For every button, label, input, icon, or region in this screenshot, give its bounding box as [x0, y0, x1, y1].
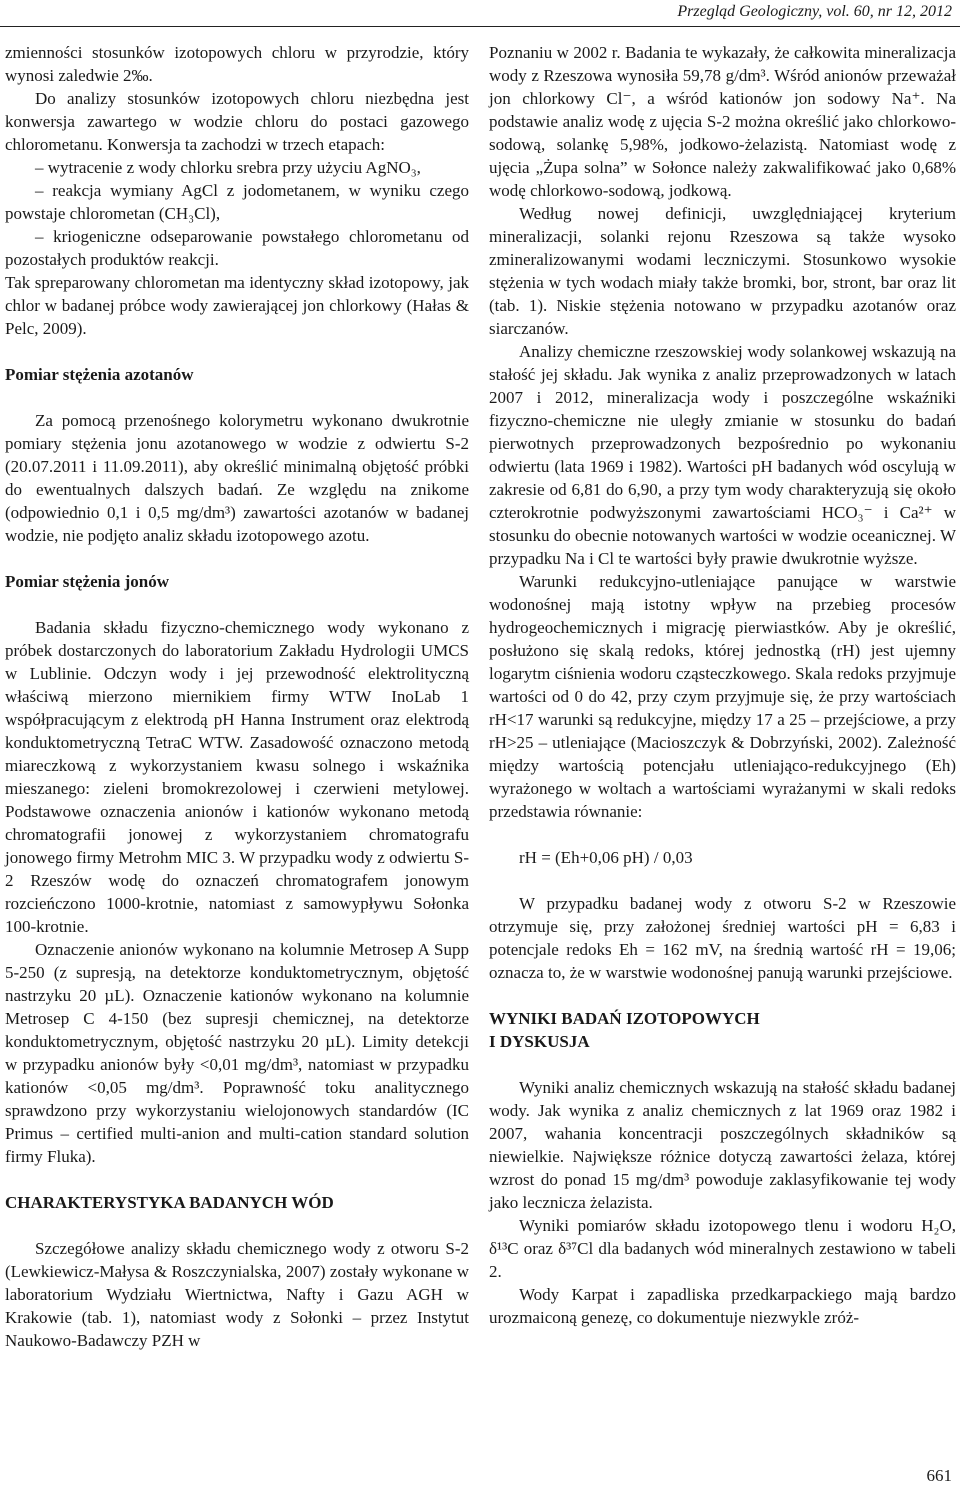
paragraph: Za pomocą przenośnego kolorymetru wykonano dwukrotnie pomiary stężenia jonu azotanowego w wodzie z odwiertu S-2 (20.07.2011 i 11.09.2011), aby określić minimalną objętość próbki do ewentualnych dalszych badań. Ze względu na znikome (odpowiednio 0,1 i 0,5 mg/dm³) zawartości azotanów w badanej wodzie, nie podjęto analiz składu izotopowego azotu.: [5, 411, 469, 545]
right-column: [489, 41, 956, 1329]
paragraph: Do analizy stosunków izotopowych chloru niezbędna jest konwersja zawartego w wodzie chloru do postaci gazowego chlorometanu. Konwersja ta zachodzi w trzech etapach:: [5, 89, 469, 154]
list-item: – reakcja wymiany AgCl z jodometanem, w wyniku czego powstaje chlorometan (CH₃Cl),: [5, 181, 469, 223]
list-item: – wytracenie z wody chlorku srebra przy użyciu AgNO₃,: [35, 158, 421, 177]
paragraph: Analizy chemiczne rzeszowskiej wody solankowej wskazują na stałość jej składu. Jak wynika z analiz przeprowadzonych w latach 2007 i 2012, mineralizacja wody i poszczególne wskaźniki fizyczno-chemiczne nie uległy zmianie w stosunku do badań pierwotnych przeprowadzonych bezpośrednio po wykonaniu odwiertu (lata 1969 i 1982). Wartości pH badanych wód oscylują w zakresie od 6,81 do 6,90, a przy tym wody charakteryzują się około czterokrotnie podwyższonymi zawartościami HCO₃⁻ i Ca²⁺ w stosunku do obecnie notowanych wartości w wodzie oceanicznej. W przypadku Na i Cl te wartości były prawie dwukrotnie wyższe.: [489, 342, 956, 568]
section-heading: Pomiar stężenia azotanów: [5, 365, 194, 384]
page-number: 661: [926, 1466, 952, 1485]
list-item: – kriogeniczne odseparowanie powstałego chlorometanu od pozostałych produktów reakcji.: [5, 227, 469, 269]
paragraph: Wyniki pomiarów składu izotopowego tlenu i wodoru H₂O, δ¹³C oraz δ³⁷Cl dla badanych wód mineralnych zestawiono w tabeli 2.: [489, 1216, 956, 1281]
paragraph: Tak spreparowany chlorometan ma identyczny skład izotopowy, jak chlor w badanej próbce wody zawierającej jon chlorkowy (Hałas & Pelc, 2009).: [5, 273, 469, 338]
section-heading: I DYSKUSJA: [489, 1032, 590, 1051]
left-column: [5, 41, 469, 1352]
paragraph: Oznaczenie anionów wykonano na kolumnie Metrosep A Supp 5-250 (z supresją, na detektorze konduktometrycznym, objętość nastrzyku 20 µL). Oznaczenie kationów wykonano na kolumnie Metrosep C 4-150 (bez supresji chemicznej, na detektorze konduktometrycznym, objętość nastrzyku 20 µL). Limity detekcji w przypadku anionów były <0,01 mg/dm³, natomiast w przypadku kationów <0,05 mg/dm³. Poprawność toku analitycznego sprawdzono przy wykorzystaniu wielojonowych standardów (IC Primus – certified multi-anion and multi-cation standard solution firmy Fluka).: [5, 940, 469, 1166]
paragraph: Wyniki analiz chemicznych wskazują na stałość składu badanej wody. Jak wynika z analiz chemicznych z lat 1969 oraz 1982 i 2007, wahania koncentracji poszczególnych składników są niewielkie. Największe różnice dotyczą zawartości żelaza, której wzrost do ponad 15 mg/dm³ powoduje zaklasyfikowanie tej wody jako lecznicza żelazista.: [489, 1078, 956, 1212]
section-heading: Pomiar stężenia jonów: [5, 572, 169, 591]
paragraph: Szczegółowe analizy składu chemicznego wody z otworu S-2 (Lewkiewicz-Małysa & Roszczynialska, 2007) zostały wykonane w laboratorium Wydziału Wiertnictwa, Nafty i Gazu AGH w Krakowie (tab. 1), natomiast wody z Sołonki – przez Instytut Naukowo-Badawczy PZH w: [5, 1239, 469, 1350]
paragraph: W przypadku badanej wody z otworu S-2 w Rzeszowie otrzymuje się, przy założonej średniej wartości pH = 6,83 i potencjale redoks Eh = 162 mV, na średnią wartość rH = 19,06; oznacza to, że w warstwie wodonośnej panują warunki przejściowe.: [489, 894, 956, 982]
paragraph: Warunki redukcyjno-utleniające panujące w warstwie wodonośnej mają istotny wpływ na przebieg procesów hydrogeochemicznych i migrację pierwiastków. Aby je określić, posłużono się skalą redoks, której jednostką (rH) jest ujemny logarytm ciśnienia wodoru cząsteczkowego. Skala redoks przyjmuje wartości od 0 do 42, przy czym przyjmuje się, że przy wartościach rH<17 warunki są redukcyjne, między 17 a 25 – przejściowe, a przy rH>25 – utleniające (Macioszczyk & Dobrzyński, 2002). Zależność między wartością potencjału utleniająco-redukcyjnego (Eh) wyrażonego w woltach a wartościami wyrażanymi w skali redoks przedstawia równanie:: [489, 572, 956, 821]
page-header: [0, 0, 960, 30]
section-heading: WYNIKI BADAŃ IZOTOPOWYCH: [489, 1009, 760, 1028]
journal-title: Przegląd Geologiczny, vol. 60, nr 12, 2012: [677, 3, 952, 20]
section-heading: CHARAKTERYSTYKA BADANYCH WÓD: [5, 1193, 334, 1212]
paragraph: Badania składu fizyczno-chemicznego wody wykonano z próbek dostarczonych do laboratorium Zakładu Hydrologii UMCS w Lublinie. Odczyn wody i jej przewodność elektrolityczną właściwą mierzono miernikiem firmy WTW InoLab 1 współpracującym z elektrodą pH Hanna Instrument oraz elektrodą konduktometryczną TetraC WTW. Zasadowość oznaczono metodą miareczkową z wykorzystaniem kwasu solnego i wskaźnika mieszanego: zieleni bromokrezolowej i czerwieni metylowej. Podstawowe oznaczenia anionów i kationów wykonano metodą chromatografii jonowej z wykorzystaniem chromatografu jonowego firmy Metrohm MIC 3. W przypadku wody z odwiertu S-2 Rzeszów wodę do oznaczeń chromatografem jonowym rozcieńczono 1000-krotnie, natomiast z samowypływu Sołonka 100-krotnie.: [5, 618, 469, 936]
paragraph: Według nowej definicji, uwzględniającej kryterium mineralizacji, solanki rejonu Rzeszowa są także wysoko zmineralizowanymi wodami leczniczymi. Stosunkowo wysokie stężenia w tych wodach miały także bromki, bor, stront, bar oraz lit (tab. 1). Niskie stężenia notowano w przypadku azotanów oraz siarczanów.: [489, 204, 956, 338]
paragraph: Poznaniu w 2002 r. Badania te wykazały, że całkowita mineralizacja wody z Rzeszowa wynosiła 59,78 g/dm³. Wśród anionów przeważał jon chlorkowy Cl⁻, a wśród kationów jon sodowy Na⁺. Na podstawie analiz wodę z ujęcia S-2 można określić jako chlorkowo-sodową, solankę 5,98%, jodkowo-żelazistą. Natomiast wodę z ujęcia „Żupa solna” w Sołonce należy zakwalifikować jako 0,68% wodę chlorkowo-sodową, jodkową.: [489, 43, 956, 200]
paragraph: Wody Karpat i zapadliska przedkarpackiego mają bardzo urozmaiconą genezę, co dokumentuje niezwykle zróż-: [489, 1285, 956, 1327]
header-rule: [0, 26, 960, 27]
paragraph: zmienności stosunków izotopowych chloru w przyrodzie, który wynosi zaledwie 2‰.: [5, 43, 469, 85]
equation: rH = (Eh+0,06 pH) / 0,03: [519, 848, 693, 867]
